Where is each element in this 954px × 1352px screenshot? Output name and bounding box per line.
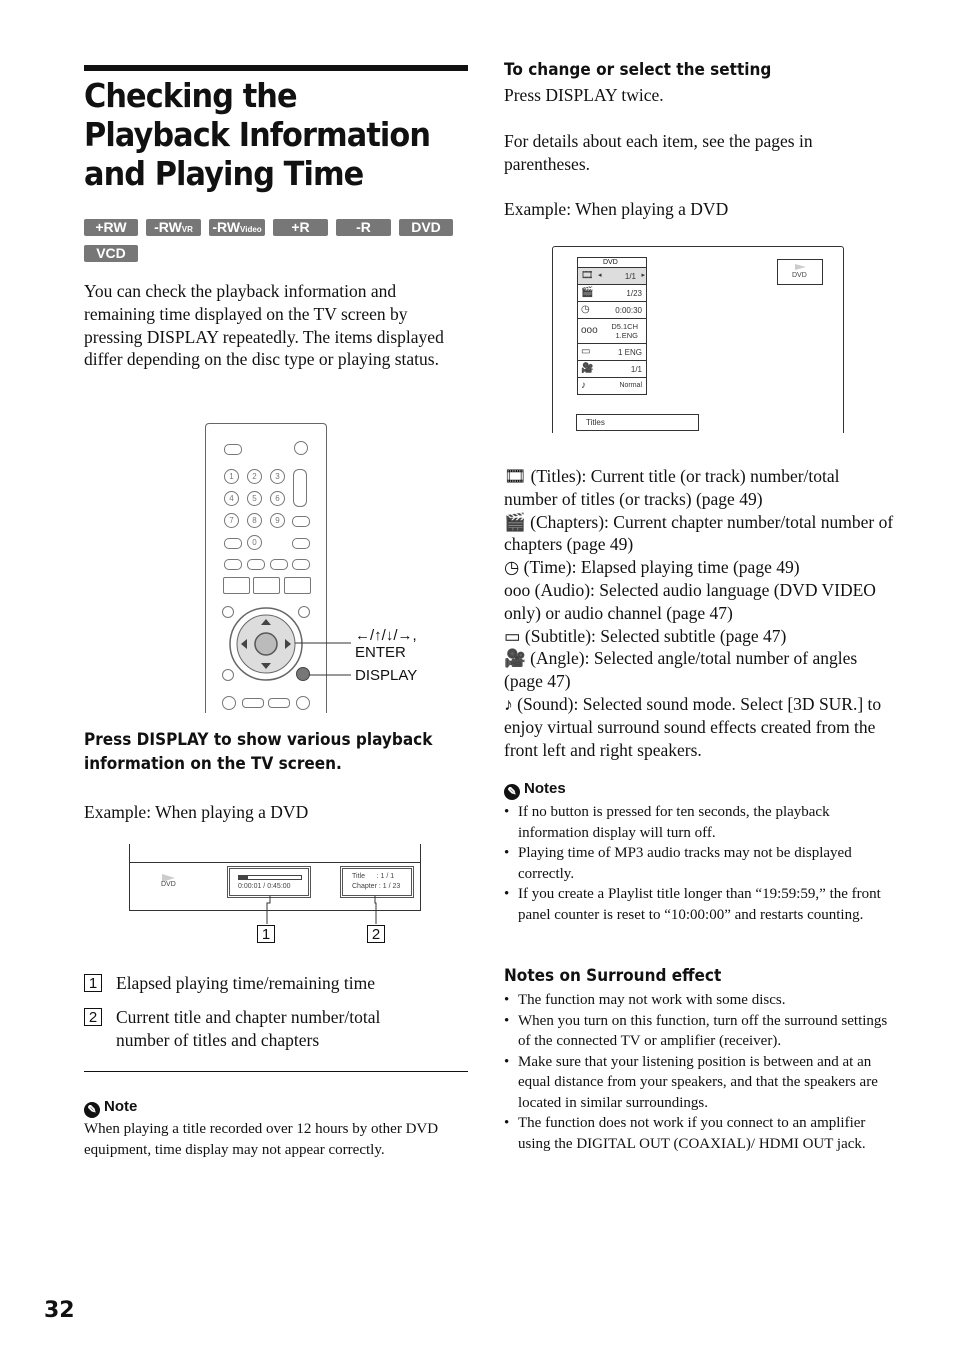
badge-minus-rw-video: -RWVideo — [209, 219, 265, 236]
item-titles: 🎞 (Titles): Current title (or track) number/total number of titles (or tracks) (page 49) — [504, 466, 840, 509]
surround-list — [504, 990, 894, 1154]
badge-minus-r: -R — [336, 219, 391, 236]
example-label-2: Example: When playing a DVD — [504, 199, 729, 219]
num-4: 4 — [224, 491, 239, 506]
example-label-1: Example: When playing a DVD — [84, 802, 309, 822]
remote-key — [223, 577, 250, 594]
legend-item-1 — [84, 972, 464, 995]
remote-key — [253, 577, 280, 594]
legend-item-2 — [84, 1006, 464, 1052]
notes-heading: ✎ Notes — [504, 780, 566, 800]
power-button — [294, 441, 308, 455]
num-3: 3 — [270, 469, 285, 484]
status-box — [777, 259, 823, 285]
num-2: 2 — [247, 469, 262, 484]
step-heading: Press DISPLAY to show various playback information on the TV screen. — [84, 730, 433, 774]
chapters-icon: 🎬 — [581, 287, 594, 298]
num-1: 1 — [224, 469, 239, 484]
chapter-line: Chapter : 1 / 23 — [352, 883, 401, 890]
sound-icon: ♪ — [504, 693, 513, 714]
surround-item: • The function may not work with some discs. — [504, 990, 894, 1011]
screen2-row-sound: ♪ Normal — [577, 378, 647, 395]
chapters-icon: 🎬 — [504, 511, 526, 532]
item-subtitle: ▭ (Subtitle): Selected subtitle (page 47) — [504, 625, 787, 646]
audio-icon: ᴏᴏᴏ — [581, 325, 598, 336]
tv-screen-2 — [552, 246, 844, 433]
legend-text-1: Elapsed playing time/remaining time — [116, 973, 376, 993]
item-angle: 🎥 (Angle): Selected angle/total number of angles (page 47) — [504, 648, 858, 692]
time-icon: ◷ — [581, 304, 590, 315]
subtitle-icon: ▭ — [581, 346, 591, 357]
note-icon: ✎ — [84, 1102, 100, 1118]
angle-icon: 🎥 — [581, 363, 594, 374]
remote-callout-lines — [295, 630, 355, 680]
right-arrow-icon: ▸ — [641, 272, 645, 279]
change-heading: To change or select the setting — [504, 60, 772, 80]
left-arrow-icon: ◂ — [598, 272, 602, 279]
time-icon: ◷ — [504, 557, 520, 578]
badge-minus-rw-vr: -RWVR — [146, 219, 201, 236]
note-text: When playing a title recorded over 12 hours by other DVD equipment, time display may not appear correctly. — [84, 1121, 439, 1158]
badge-dvd: DVD — [399, 219, 453, 236]
angle-icon: 🎥 — [504, 648, 526, 669]
status-dvd-label: DVD — [792, 272, 807, 279]
screen-line — [130, 862, 420, 863]
titles-icon: 🎞 — [581, 270, 594, 281]
note-item: • If you create a Playlist title longer than “19:59:59,” the front panel counter is reset to “10:00:00” and restarts counting. — [504, 884, 894, 925]
badge-plus-r: +R — [273, 219, 328, 236]
titles-bar: Titles — [576, 414, 699, 431]
remote-key — [224, 559, 242, 570]
remote-key — [270, 559, 288, 570]
screen2-row-chapters: 🎬 1/23 — [577, 285, 647, 302]
num-8: 8 — [247, 513, 262, 528]
display-label: DISPLAY — [355, 667, 418, 684]
remote-key — [222, 669, 234, 681]
remote-key — [224, 538, 242, 549]
screen1-dvd-label: DVD — [161, 881, 176, 888]
notes-list — [504, 802, 894, 925]
title-rule — [84, 65, 468, 71]
screen2-row-angle: 🎥 1/1 — [577, 361, 647, 378]
note-divider — [84, 1071, 468, 1072]
remote-key — [292, 559, 310, 570]
time-readout: 0:00:01 / 0:45:00 — [238, 883, 291, 890]
item-sound: ♪ (Sound): Selected sound mode. Select [3D SUR.] to enjoy virtual surround sound effects created from the front left and right speakers. — [504, 693, 882, 760]
screen2-row-titles: 🎞 ◂ 1/1 ▸ — [577, 268, 647, 285]
subtitle-icon: ▭ — [504, 625, 521, 646]
item-time: ◷ (Time): Elapsed playing time (page 49) — [504, 557, 800, 578]
item-chapters: 🎬 (Chapters): Current chapter number/total number of chapters (page 49) — [504, 511, 894, 555]
remote-key — [268, 698, 290, 708]
arrows-label: ←/↑/↓/→, — [355, 627, 417, 644]
item-audio: ᴏᴏᴏ (Audio): Selected audio language (DVD VIDEO only) or audio channel (page 47) — [504, 579, 876, 623]
remote-key — [247, 559, 265, 570]
note-item: • If no button is pressed for ten seconds, the playback information display will turn off. — [504, 802, 894, 843]
audio-icon: ᴏᴏᴏ — [504, 579, 531, 600]
surround-item: • Make sure that your listening position is between and at an equal distance from your speakers, and that the speakers are located in similar surroundings. — [504, 1052, 894, 1114]
legend-num-2: 2 — [84, 1008, 102, 1026]
remote-key — [296, 696, 310, 710]
remote-key — [284, 577, 311, 594]
title-chapter-osd-box — [340, 866, 414, 898]
enter-label: ENTER — [355, 644, 406, 661]
legend-text-2: Current title and chapter number/total number of titles and chapters — [116, 1007, 381, 1050]
progress-fill — [239, 876, 248, 879]
surround-item: • The function does not work if you connect to an amplifier using the DIGITAL OUT (COAXIAL)/ HDMI OUT jack. — [504, 1113, 894, 1154]
titles-icon: 🎞 — [504, 466, 527, 486]
details-text: For details about each item, see the pages in parentheses. — [504, 131, 813, 174]
play-icon — [795, 264, 806, 270]
title-line: Title : 1 / 1 — [352, 873, 395, 880]
note-item: • Playing time of MP3 audio tracks may not be displayed correctly. — [504, 843, 894, 884]
screen2-header: DVD — [577, 257, 647, 268]
remote-key — [242, 698, 264, 708]
badge-vcd: VCD — [84, 245, 138, 262]
items-list — [504, 465, 894, 761]
progress-bar — [238, 875, 302, 880]
volume-rocker — [293, 469, 307, 507]
legend-num-1: 1 — [84, 974, 102, 992]
num-6: 6 — [270, 491, 285, 506]
eject-button — [224, 444, 242, 455]
screen1-callout-lines — [260, 895, 380, 925]
surround-item: • When you turn on this function, turn off the surround settings of the connected TV or amplifier (receiver). — [504, 1011, 894, 1052]
note-icon: ✎ — [504, 784, 520, 800]
num-7: 7 — [224, 513, 239, 528]
remote-key — [222, 696, 236, 710]
num-9: 9 — [270, 513, 285, 528]
remote-key — [292, 516, 310, 527]
remote-key — [292, 538, 310, 549]
time-osd-box — [227, 866, 311, 898]
screen2-row-subtitle: ▭ 1 ENG — [577, 344, 647, 361]
screen2-row-time: ◷ 0:00:30 — [577, 302, 647, 319]
num-5: 5 — [247, 491, 262, 506]
badge-plus-rw: +RW — [84, 219, 138, 236]
sound-icon: ♪ — [581, 380, 586, 391]
page-title: Checking the Playback Information and Playing Time — [84, 76, 431, 193]
surround-heading: Notes on Surround effect — [504, 966, 722, 986]
intro-text: You can check the playback information and remaining time displayed on the TV screen by pressing DISPLAY repeatedly. The items displayed differ depending on the disc type or playing status. — [84, 281, 444, 370]
page-number: 32 — [44, 1298, 75, 1323]
num-0: 0 — [247, 535, 262, 550]
callout-2: 2 — [367, 925, 385, 944]
screen2-row-audio: ᴏᴏᴏ D5.1CH 1.ENG — [577, 319, 647, 344]
note-heading: ✎ Note — [84, 1098, 137, 1118]
callout-1: 1 — [257, 925, 275, 944]
change-text: Press DISPLAY twice. — [504, 85, 664, 105]
